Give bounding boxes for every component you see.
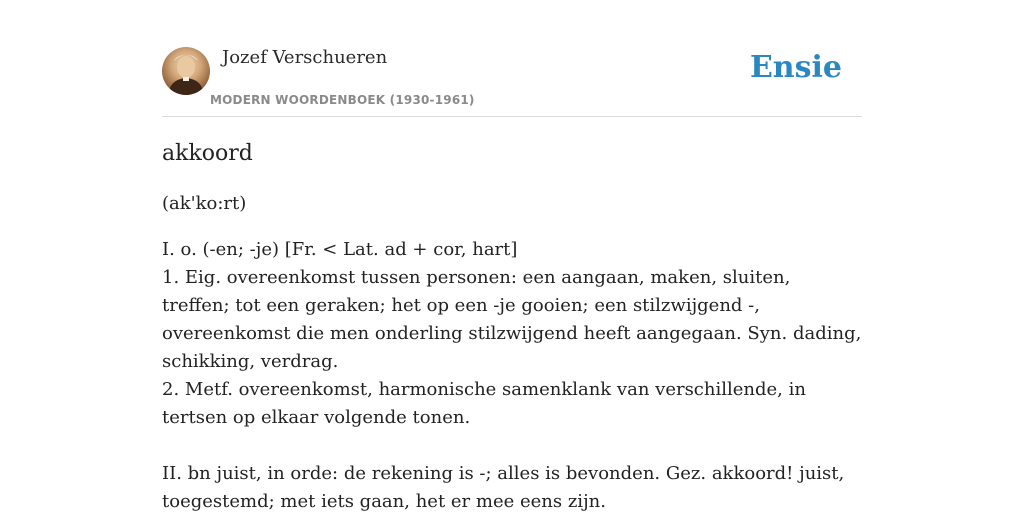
entry-definition <box>162 236 862 516</box>
definition-line: II. bn juist, in orde: de rekening is -; alles is bevonden. Gez. akkoord! juist, toegestemd; met iets gaan, het er mee eens zijn. <box>162 463 845 512</box>
paragraph-gap <box>162 432 862 460</box>
portrait-image <box>162 47 210 95</box>
ensie-logo-link[interactable]: Ensie <box>749 50 842 85</box>
definition-line: 1. Eig. overeenkomst tussen personen: een aangaan, maken, sluiten, treffen; tot een geraken; het op een -je gooien; een stilzwijgend -, overeenkomst die men onderling stilzwijgend heeft aangegaan. Syn. dading, schikking, verdrag. <box>162 267 862 372</box>
author-name[interactable]: Jozef Verschueren <box>222 47 388 68</box>
entry-content <box>162 138 862 516</box>
entry-term: akkoord <box>162 141 253 166</box>
source-label: MODERN WOORDENBOEK (1930-1961) <box>210 93 475 107</box>
definition-line: I. o. (-en; -je) [Fr. < Lat. ad + cor, hart] <box>162 239 518 260</box>
entry-pronunciation: (ak'ko:rt) <box>162 193 247 214</box>
page-header <box>162 44 862 117</box>
definition-line: 2. Metf. overeenkomst, harmonische samenklank van verschillende, in tertsen op elkaar volgende tonen. <box>162 379 806 428</box>
author-avatar[interactable] <box>162 47 210 95</box>
